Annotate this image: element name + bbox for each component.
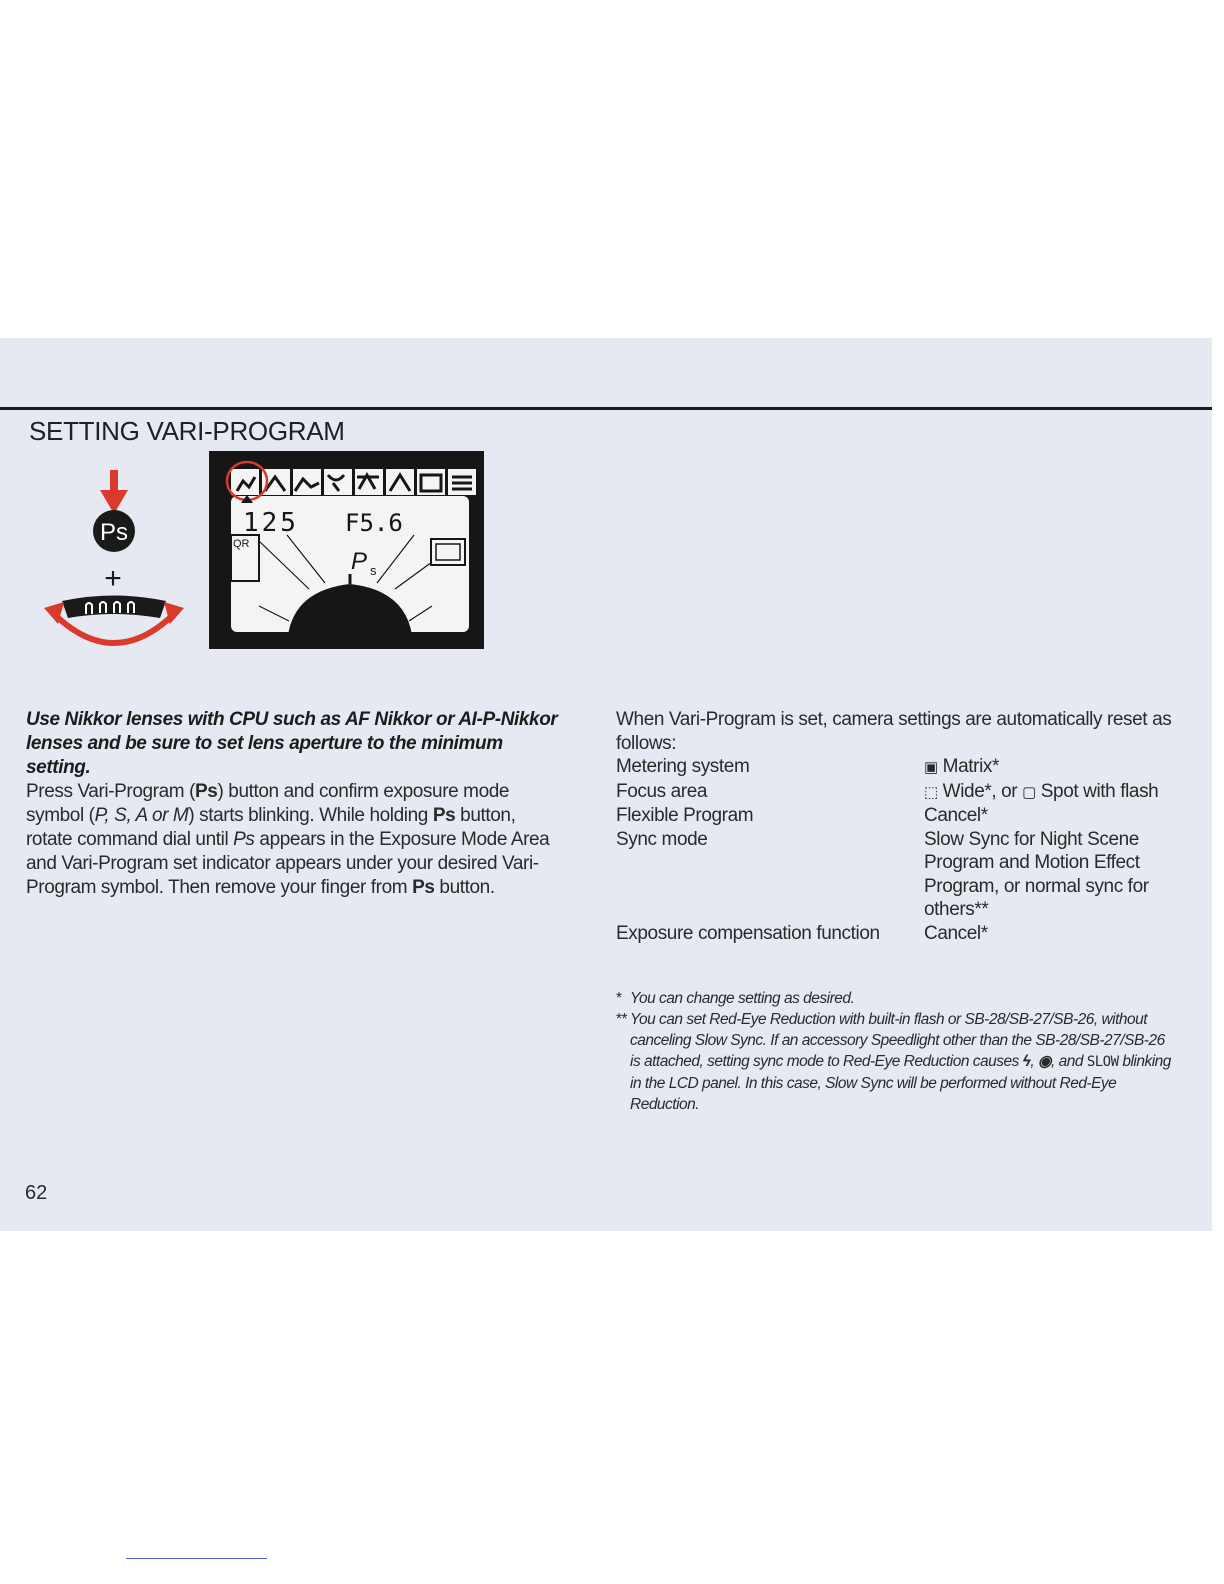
setting-row (616, 804, 1196, 828)
setting-row (616, 755, 1196, 780)
instruction-text: ) button and confirm exposure mode symbol ( (26, 781, 510, 826)
mode-symbols: P, S, A or M (94, 805, 189, 826)
lens-requirement-note: Use Nikkor lenses with CPU such as AF Nikkor or AI-P-Nikkor lenses and be sure to set lens aperture to the minimum setting. (26, 709, 558, 778)
instruction-text: Press Vari-Program ( (26, 781, 196, 802)
footnote (616, 1009, 1176, 1115)
lcd-exposure-mode-sub: s (370, 563, 377, 578)
footnote-text: You can set Red-Eye Reduction with built-in flash or SB-28/SB-27/SB-26, without canceling Slow Sync. If an accessory Speedlight other than the SB-28/SB-27/SB-26 is attached, setting sync mode to Red-Eye Reduction causes ϟ, ◉, and SLOW blinking in the LCD panel. In this case, Slow Sync will be performed without Red-Eye Reduction. (630, 1011, 1171, 1113)
footnote-mark: * (616, 990, 622, 1007)
ps-button-dial-figure (40, 468, 190, 654)
footnote-text-part: You can set Red-Eye Reduction with built-in flash or SB-28/SB-27/SB-26, without canceling Slow Sync. If an accessory Speedlight other than the SB-28/SB-27/SB-26 is attached, setting sync mode to Red-Eye Reduction causes (630, 1011, 1165, 1070)
slow-indicator: SLOW (1086, 1054, 1119, 1070)
footnote-text-part: , and (1051, 1053, 1087, 1070)
setting-row (616, 922, 1196, 946)
ps-label: Ps (233, 829, 255, 850)
setting-value: Cancel* (924, 805, 988, 826)
instructions-column (26, 708, 564, 900)
instructions-paragraph (26, 780, 564, 900)
instruction-text: appears in the Exposure Mode Area and Vari-Program set indicator appears under your desired Vari-Program symbol. Then remove your finger from (26, 829, 550, 898)
setting-value-text: Wide*, or (942, 780, 1018, 802)
plus-sign: + (104, 562, 122, 595)
setting-value: Cancel* (924, 922, 988, 944)
footnotes (616, 988, 1176, 1115)
setting-label: Focus area (616, 780, 708, 802)
page-title: SETTING VARI-PROGRAM (29, 416, 345, 446)
setting-label: Sync mode (616, 828, 708, 850)
setting-label: Flexible Program (616, 805, 754, 826)
flash-icon: ϟ (1022, 1053, 1031, 1070)
setting-row (616, 828, 1196, 922)
setting-value (924, 780, 1196, 805)
setting-row (616, 780, 1196, 805)
footnote (616, 988, 1176, 1009)
matrix-metering-icon: ▣ (924, 759, 938, 776)
footnote-mark: ** (616, 1011, 628, 1028)
header-rule (0, 407, 1212, 410)
lcd-panel-figure (209, 451, 484, 649)
page-number: 62 (25, 1182, 48, 1204)
ps-label: Ps (432, 805, 456, 826)
ps-label: Ps (195, 781, 218, 802)
footnote-text: You can change setting as desired. (630, 990, 855, 1007)
lcd-aperture: F5.6 (345, 509, 403, 537)
setting-value (924, 755, 1196, 780)
settings-column (616, 708, 1196, 945)
ps-button-icon (93, 510, 135, 552)
scanned-page (0, 338, 1212, 1231)
setting-label: Metering system (616, 756, 750, 777)
lcd-shutter-speed: 125 (243, 508, 299, 538)
setting-value: Slow Sync for Night Scene Program and Motion Effect Program, or normal sync for others** (924, 828, 1149, 920)
spot-area-icon: ▢ (1022, 783, 1036, 801)
setting-label: Exposure compensation function (616, 922, 880, 944)
command-dial-icon (62, 596, 166, 619)
setting-value-text: Matrix* (942, 756, 999, 777)
ps-button-label: Ps (99, 519, 129, 546)
instruction-text: button, rotate command dial until (26, 805, 516, 850)
red-eye-icon: ◉ (1038, 1053, 1052, 1070)
wide-area-icon: ⬚ (924, 783, 938, 801)
lcd-exposure-mode: P (351, 548, 368, 575)
press-arrow-icon (100, 470, 128, 514)
footnote-text-part: blinking in the LCD panel. In this case, Slow Sync will be performed without Red-Eye Reduction. (630, 1053, 1171, 1113)
instruction-text: button. (434, 877, 495, 898)
bottom-link-underline (126, 1558, 267, 1559)
ps-label: Ps (412, 877, 435, 898)
setting-value-text: Spot with flash (1040, 780, 1159, 802)
instruction-text: ) starts blinking. While holding (188, 805, 433, 826)
lcd-area-tag: QR (233, 538, 250, 550)
settings-intro: When Vari-Program is set, camera settings are automatically reset as follows: (616, 709, 1172, 754)
